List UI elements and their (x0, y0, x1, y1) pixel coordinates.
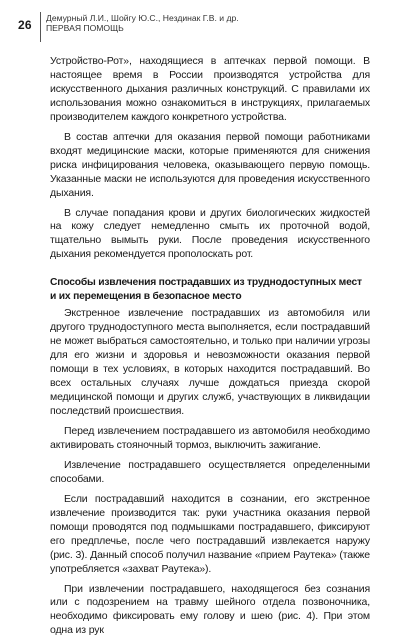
header-authors: Демурный Л.И., Шойгу Ю.С., Нездинак Г.В. и др. (46, 13, 239, 23)
section-heading: Способы извлечения пострадавших из труднодоступных мест и их перемещения в безопасное место (50, 277, 362, 302)
paragraph: Если пострадавший находится в сознании, его экстренное извлечение производится так: руки участника оказания первой помощи проводятся под подмышками пострадавшего, фиксируют его предплечье, после чего пострадавший извлекается наружу (рис. 3). Данный способ получил название «прием Раутека» (также употребляется «захват Раутека»). (50, 492, 370, 575)
paragraph: При извлечении пострадавшего, находящегося без сознания или с подозрением на травму шейного отдела позвоночника, необходимо фиксировать ему голову и шею (рис. 4). При этом одна из рук (50, 582, 370, 637)
paragraph: Экстренное извлечение пострадавших из автомобиля или другого труднодоступного места выполняется, если пострадавший не может выбраться самостоятельно, и только при наличии угрозы для его жизни и здоровья и невозможности оказания первой помощи в тех условиях, в которых находится пострадавший. Во всех остальных случаях лучше дождаться приезда скорой медицинской помощи и других служб, участвующих в ликвидации последствий происшествия. (50, 307, 370, 418)
paragraph: Перед извлечением пострадавшего из автомобиля необходимо активировать стояночный тормоз, выключить зажигание. (50, 424, 370, 451)
page-number: 26 (18, 18, 32, 32)
page-header (10, 12, 404, 44)
header-divider (40, 12, 41, 42)
paragraph: В случае попадания крови и других биологических жидкостей на кожу следует немедленно смыть их проточной водой, тщательно вымыть руки. После проведения искусственного дыхания рекомендуется прополоскать рот. (50, 206, 370, 261)
page-body (50, 55, 370, 644)
header-book-title: ПЕРВАЯ ПОМОЩЬ (46, 23, 124, 33)
paragraph: В состав аптечки для оказания первой помощи работниками входят медицинские маски, которые применяются для снижения риска инфицирования человека, оказывающего первую помощь. Указанные маски не используются для проведения искусственного дыхания. (50, 130, 370, 199)
paragraph: Устройство-Рот», находящиеся в аптечках первой помощи. В настоящее время в России производятся устройства для искусственного дыхания различных конструкций. С правилами их использования можно ознакомиться в инструкциях, прилагаемых производителем каждого конкретного устройства. (50, 55, 370, 123)
paragraph: Извлечение пострадавшего осуществляется определенными способами. (50, 458, 370, 485)
